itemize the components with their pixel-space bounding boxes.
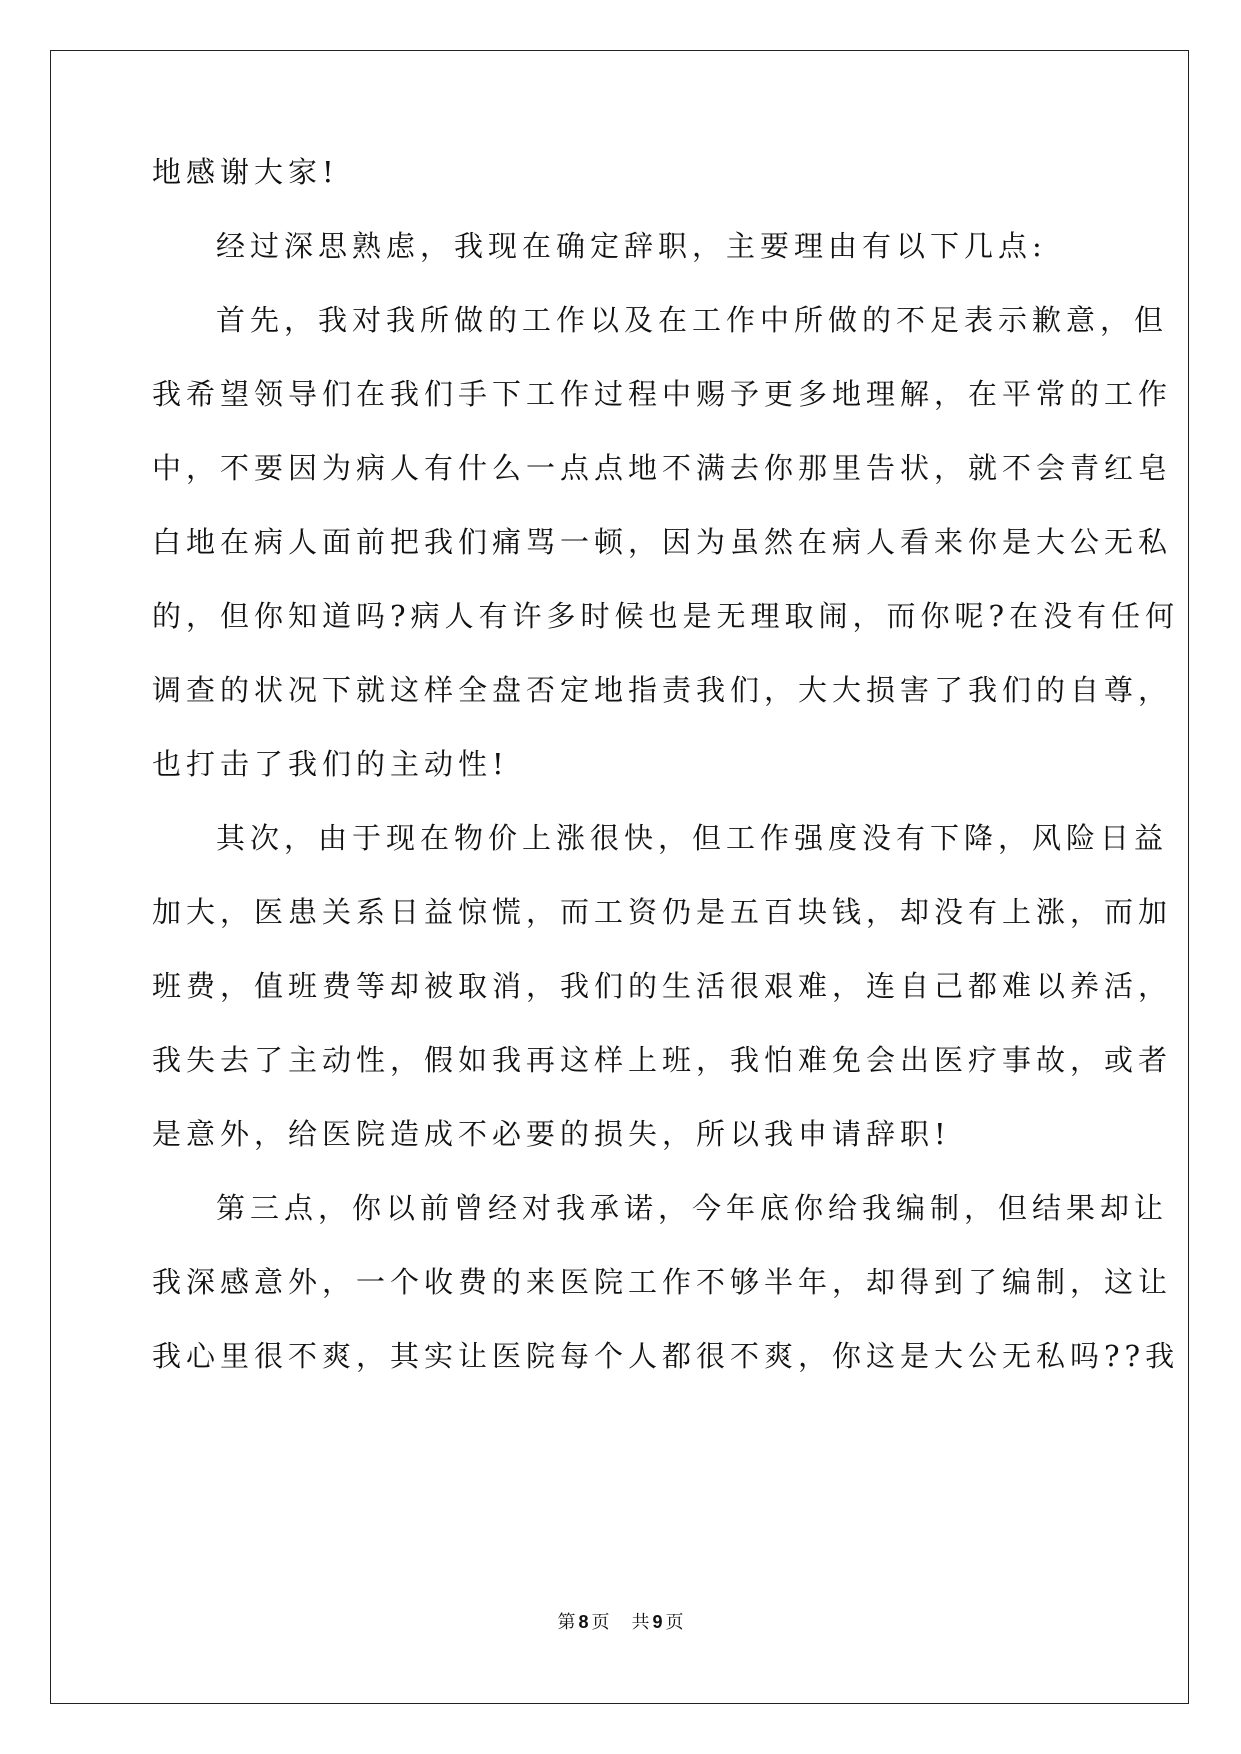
page-footer (0, 1610, 1241, 1635)
text-line: 我深感意外，一个收费的来医院工作不够半年，却得到了编制，这让 (152, 1265, 1173, 1299)
text-line: 也打击了我们的主动性! (152, 747, 509, 781)
text-line: 的，但你知道吗?病人有许多时候也是无理取闹，而你呢?在没有任何 (152, 599, 1180, 633)
paragraph-first-line: 其次，由于现在物价上涨很快，但工作强度没有下降，风险日益 (216, 821, 1169, 855)
text-line: 是意外，给医院造成不必要的损失，所以我申请辞职! (152, 1117, 951, 1151)
page-total-number: 9 (652, 1612, 663, 1632)
page-suffix: 页 (591, 1612, 610, 1633)
text-line: 地感谢大家! (152, 155, 339, 189)
text-line: 白地在病人面前把我们痛骂一顿，因为虽然在病人看来你是大公无私 (152, 525, 1173, 559)
paragraph-first-line: 第三点，你以前曾经对我承诺，今年底你给我编制，但结果却让 (216, 1191, 1169, 1225)
page-current-number: 8 (578, 1612, 589, 1632)
text-line: 我失去了主动性，假如我再这样上班，我怕难免会出医疗事故，或者 (152, 1043, 1173, 1077)
text-line: 加大，医患关系日益惊慌，而工资仍是五百块钱，却没有上涨，而加 (152, 895, 1173, 929)
total-prefix: 共 (631, 1612, 650, 1633)
text-line: 我心里很不爽，其实让医院每个人都很不爽，你这是大公无私吗??我 (152, 1339, 1180, 1373)
page-prefix: 第 (557, 1612, 576, 1633)
text-line: 调查的状况下就这样全盘否定地指责我们，大大损害了我们的自尊， (152, 673, 1173, 707)
paragraph-first-line: 经过深思熟虑，我现在确定辞职，主要理由有以下几点: (216, 229, 1047, 263)
text-line: 班费，值班费等却被取消，我们的生活很艰难，连自己都难以养活， (152, 969, 1173, 1003)
text-line: 我希望领导们在我们手下工作过程中赐予更多地理解，在平常的工作 (152, 377, 1173, 411)
page-border (50, 50, 1189, 1704)
text-line: 中，不要因为病人有什么一点点地不满去你那里告状，就不会青红皂 (152, 451, 1173, 485)
paragraph-first-line: 首先，我对我所做的工作以及在工作中所做的不足表示歉意，但 (216, 303, 1169, 337)
total-suffix: 页 (665, 1612, 684, 1633)
